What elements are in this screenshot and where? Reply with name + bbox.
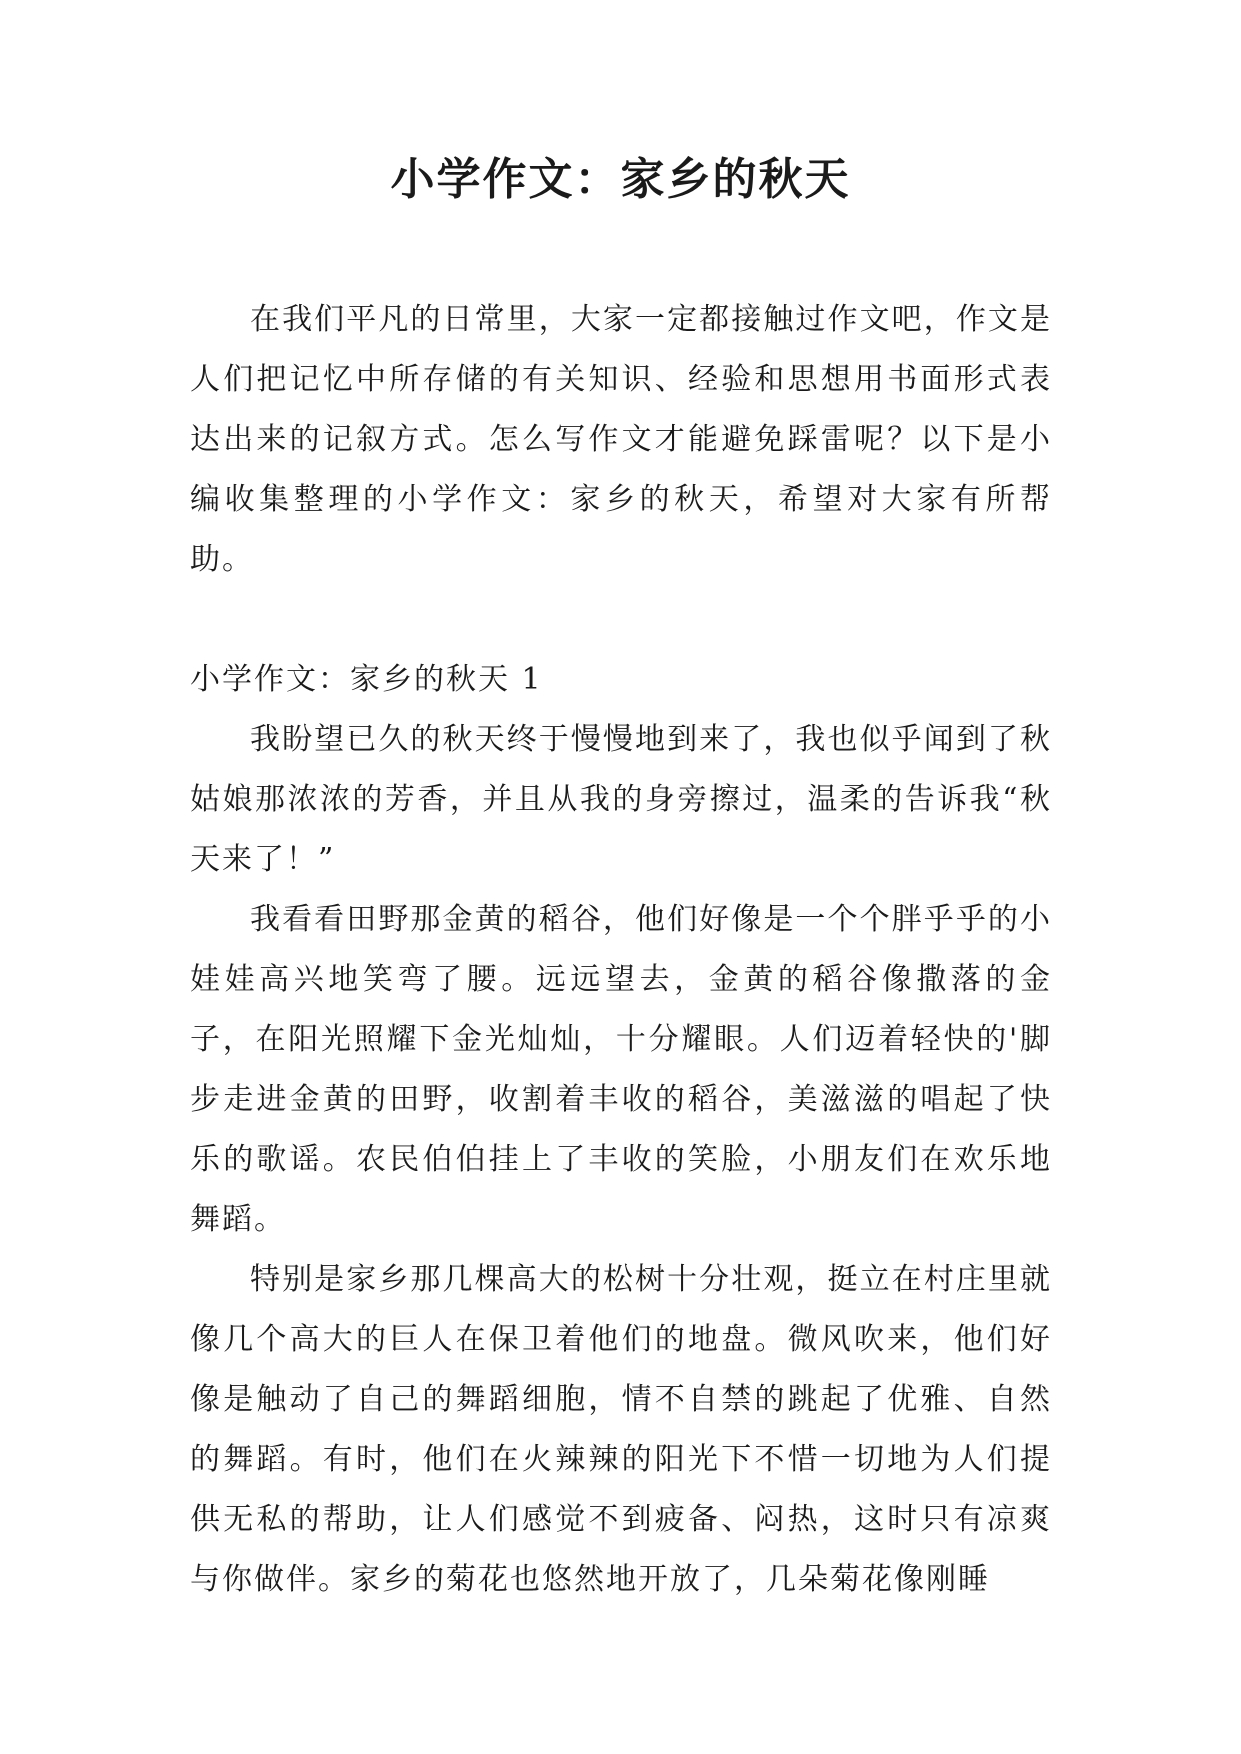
body-paragraph: 我盼望已久的秋天终于慢慢地到来了，我也似乎闻到了秋姑娘那浓浓的芳香，并且从我的身旁擦过，温柔的告诉我“秋天来了！” <box>190 722 1052 877</box>
document-body <box>190 290 1052 1610</box>
body-paragraph: 特别是家乡那几棵高大的松树十分壮观，挺立在村庄里就像几个高大的巨人在保卫着他们的地盘。微风吹来，他们好像是触动了自己的舞蹈细胞，情不自禁的跳起了优雅、自然的舞蹈。有时，他们在火辣辣的阳光下不惜一切地为人们提供无私的帮助，让人们感觉不到疲备、闷热，这时只有凉爽与你做伴。家乡的菊花也悠然地开放了，几朵菊花像刚睡 <box>190 1262 1052 1597</box>
body-paragraph: 我看看田野那金黄的稻谷，他们好像是一个个胖乎乎的小娃娃高兴地笑弯了腰。远远望去，金黄的稻谷像撒落的金子，在阳光照耀下金光灿灿，十分耀眼。人们迈着轻快的'脚步走进金黄的田野，收割着丰收的稻谷，美滋滋的唱起了快乐的歌谣。农民伯伯挂上了丰收的笑脸，小朋友们在欢乐地舞蹈。 <box>190 902 1052 1237</box>
document-title: 小学作文：家乡的秋天 <box>390 154 851 205</box>
section-heading: 小学作文：家乡的秋天 1 <box>190 662 543 697</box>
intro-paragraph: 在我们平凡的日常里，大家一定都接触过作文吧，作文是人们把记忆中所存储的有关知识、经验和思想用书面形式表达出来的记叙方式。怎么写作文才能避免踩雷呢？以下是小编收集整理的小学作文：家乡的秋天，希望对大家有所帮助。 <box>190 302 1052 577</box>
